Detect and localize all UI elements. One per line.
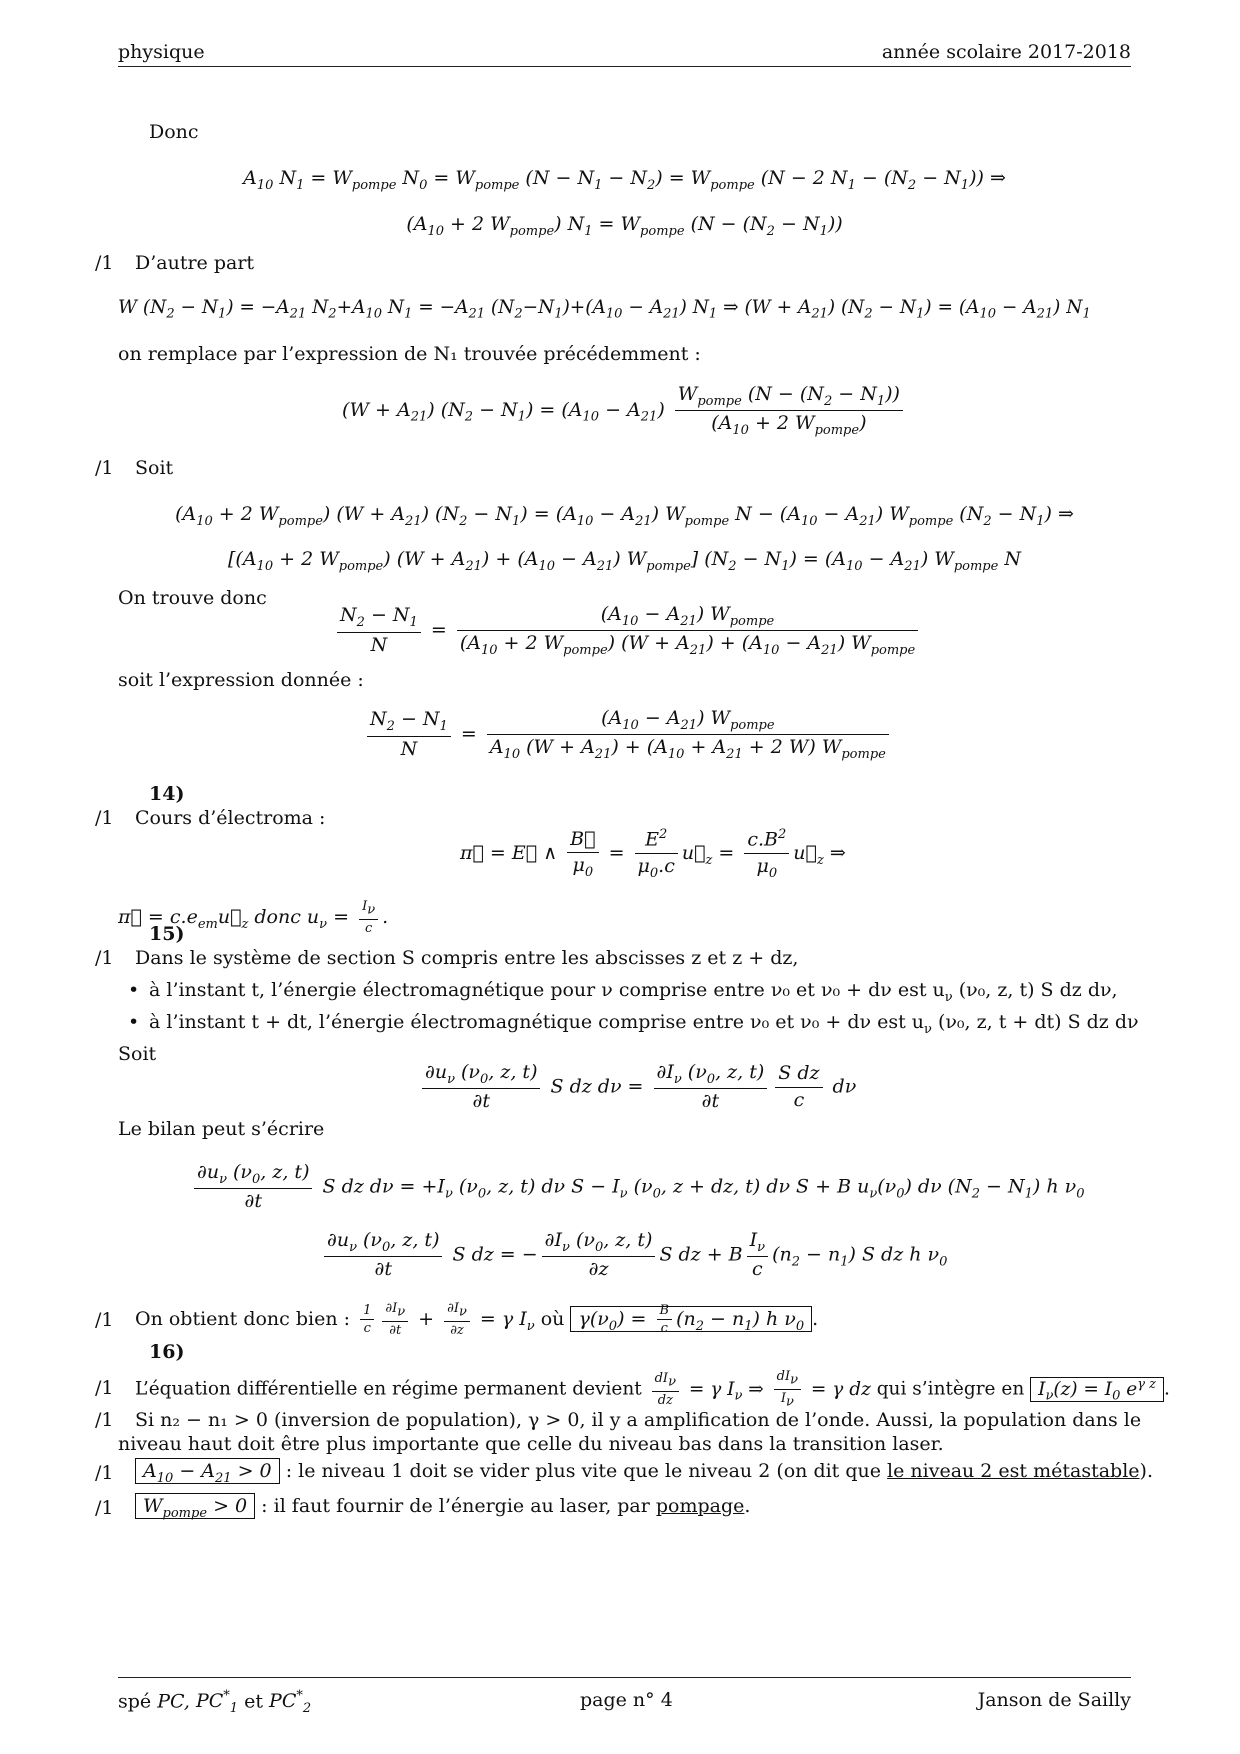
bullet-icon: • bbox=[128, 979, 140, 1001]
bullet-2: à l’instant t + dt, l’énergie électromagnétique comprise entre ν₀ et ν₀ + dν est $u_\nu$ (ν₀, z, t + dt) S dz dν bbox=[149, 1011, 1139, 1037]
header-left: physique bbox=[118, 41, 205, 63]
footer-pc2-label: PC bbox=[269, 1690, 297, 1713]
grade-mark: /1 bbox=[95, 1309, 114, 1331]
obtient-text: On obtient donc bien : bbox=[135, 1307, 351, 1330]
grade-mark: /1 bbox=[95, 807, 114, 829]
grade-mark: /1 bbox=[95, 1497, 114, 1519]
footer-left bbox=[118, 1688, 311, 1718]
grade-mark: /1 bbox=[95, 1409, 114, 1431]
footer-page: page n° 4 bbox=[580, 1689, 673, 1711]
footer-pc1: $PC^*_1$ bbox=[195, 1689, 239, 1717]
equation-4: $(W + A_{21})$ $(N_2 - N_1) = (A_{10} - A_{21})$ $\frac{W_{pompe} (N - (N_2 - N_1))}{(A_{10} + 2 W_{pompe})}$ bbox=[118, 382, 1131, 440]
equation-10: $\frac{\partial u_\nu (\nu_0, z, t)}{\partial t}$ S dz dν = $\frac{\partial I_\nu (\nu_0, z, t)}{\partial t}$ $\frac{\text{S dz}}{c}$ dν bbox=[418, 1060, 856, 1115]
niveau-metastable: le niveau 2 est métastable bbox=[887, 1460, 1140, 1482]
systeme-text: Dans le système de section S compris entre les abscisses z et z + dz, bbox=[135, 947, 799, 969]
donc-label: Donc bbox=[149, 121, 199, 143]
equation-1: $A_{10}$ $N_1 = W_{pompe}$ $N_0 = W_{pompe}$ $(N - N_1 - N_2) = W_{pompe}$ (N − 2 $N_1 - (N_2 - N_1)$) ⇒ bbox=[243, 167, 1006, 193]
equation-2: ($A_{10} + 2$ $W_{pompe}$) $N_1 = W_{pompe}$ $(N - (N_2 - N_1))$ bbox=[406, 213, 843, 239]
soit-expr-text: soit l’expression donnée : bbox=[118, 669, 364, 691]
eq-diff-text: L’équation différentielle en régime permanent devient bbox=[135, 1378, 642, 1400]
bilan-text: Le bilan peut s’écrire bbox=[118, 1118, 325, 1140]
equation-9: π⃗ = E⃗ ∧ $\frac{B⃗}{\mu_0}$ = $\frac{E^2}{\mu_0.c}$ $u⃗_z$ = $\frac{c.B^2}{\mu_0}$ $u⃗_z$ ⇒ bbox=[460, 827, 846, 881]
question-15: 15) bbox=[149, 923, 185, 945]
remplace-text: on remplace par l’expression de N₁ trouvée précédemment : bbox=[118, 343, 701, 365]
equation-7: $\frac{N_2 - N_1}{N}$ = $\frac{(A_{10} - A_{21}) W_{pompe}}{(A_{10} + 2 W_{pompe}) (W + A_{21}) + (A_{10} - A_{21}) W_{pompe}}$ bbox=[333, 602, 922, 660]
cours-label: Cours d’électroma : bbox=[135, 807, 326, 829]
pi-line-text: π⃗ = $c.e_{em}u⃗_z$ donc $u_\nu$ = bbox=[118, 905, 356, 932]
gamma-box: $\gamma(\nu_0)$ = $\frac{B}{c}$ $(n_2 - n_1)$ h $\nu_0$ bbox=[570, 1306, 812, 1332]
footer-and: et bbox=[244, 1690, 263, 1713]
footer-pc1-label: PC bbox=[195, 1690, 224, 1713]
header-rule bbox=[118, 66, 1131, 67]
question-14: 14) bbox=[149, 783, 185, 805]
pi-line: π⃗ = $c.e_{em}u⃗_z$ donc $u_\nu$ = $\frac{I_\nu}{c}$ . bbox=[118, 899, 389, 937]
footer-pc: PC, bbox=[157, 1690, 190, 1713]
footer-right: Janson de Sailly bbox=[977, 1689, 1131, 1711]
soit2-label: Soit bbox=[118, 1043, 157, 1065]
header-right: année scolaire 2017-2018 bbox=[881, 41, 1131, 63]
on-trouve-label: On trouve donc bbox=[118, 587, 267, 609]
soit-label: Soit bbox=[135, 457, 174, 479]
bullet-icon: • bbox=[128, 1011, 140, 1033]
question-16: 16) bbox=[149, 1341, 185, 1363]
pompe-post: . bbox=[744, 1495, 751, 1517]
equation-12: $\frac{\partial u_\nu (\nu_0, z, t)}{\partial t}$ S dz = − $\frac{\partial I_\nu (\nu_0, z, t)}{\partial z}$ S dz + B $\frac{I_\nu}{c}$ $(n_2 - n_1)$ S dz h $\nu_0$ bbox=[320, 1228, 947, 1283]
ou-text: où bbox=[540, 1307, 565, 1330]
wpompe-box: $W_{pompe} > 0$ bbox=[135, 1493, 255, 1519]
bullet-1: à l’instant t, l’énergie électromagnétique pour ν comprise entre ν₀ et ν₀ + dν est $u_\nu$ (ν₀, z, t) S dz dν, bbox=[149, 979, 1118, 1005]
inversion-line-1: Si n₂ − n₁ > 0 (inversion de population), γ > 0, il y a amplification de l’onde. Aussi, la population dans le bbox=[135, 1409, 1142, 1431]
solution-box: $I_\nu(z) = I_0$ $e^{\gamma z}$ bbox=[1030, 1377, 1164, 1402]
eq-diff-line: L’équation différentielle en régime permanent devient $\frac{dI_\nu}{dz}$ = γ $I_\nu$ ⇒ $\frac{dI_\nu}{I_\nu}$ = γ dz qui s’intègre en $I_\nu(z) = I_0$ $e^{\gamma z}$ . bbox=[135, 1369, 1170, 1410]
pompe-pre: : il faut fournir de l’énergie au laser, par bbox=[261, 1495, 656, 1517]
equation-6: [($A_{10} + 2$ $W_{pompe}$) $(W + A_{21}) + (A_{10} - A_{21})$ $W_{pompe}$] $(N_2 - N_1) = (A_{10} - A_{21})$ $W_{pompe}$ N bbox=[228, 548, 1021, 574]
equation-3: W $(N_2 - N_1) = -A_{21}$ $N_2+A_{10}$ $N_1 = -A_{21}$ $(N_2-N_1)+(A_{10} - A_{21})$ $N_1$ ⇒ $(W + A_{21})$ $(N_2 - N_1) = (A_{10} - A_{21})$ $N_1$ bbox=[118, 297, 1091, 322]
obtient-line: On obtient donc bien : $\frac{1}{c}$ $\frac{\partial I_\nu}{\partial t}$ + $\frac{\partial I_\nu}{\partial z}$ = γ $I_\nu$ où $\gamma(\nu_0)$ = $\frac{B}{c}$ $(n_2 - n_1)$ h $\nu_0$ . bbox=[135, 1301, 819, 1339]
equation-8: $\frac{N_2 - N_1}{N}$ = $\frac{(A_{10} - A_{21}) W_{pompe}}{A_{10} (W + A_{21}) + (A_{10} + A_{21} + 2 W) W_{pompe}}$ bbox=[363, 706, 893, 764]
footer-spe: spé bbox=[118, 1690, 152, 1713]
integre-text: qui s’intègre en bbox=[876, 1378, 1025, 1400]
grade-mark: /1 bbox=[95, 252, 114, 274]
a10-a21-box: $A_{10} - A_{21} > 0$ bbox=[135, 1458, 280, 1484]
footer-rule bbox=[118, 1677, 1131, 1678]
autre-part-label: D’autre part bbox=[135, 252, 255, 274]
grade-mark: /1 bbox=[95, 1377, 114, 1399]
grade-mark: /1 bbox=[95, 947, 114, 969]
niveau-line bbox=[135, 1459, 1153, 1487]
pompe-line bbox=[135, 1494, 750, 1522]
equation-11: $\frac{\partial u_\nu (\nu_0, z, t)}{\partial t}$ S dz $d\nu = +I_\nu$ ($\nu_0$, z, t) dν $S - I_\nu$ ($\nu_0$, z + dz, t) dν S + B $u_\nu(\nu_0)$ dν $(N_2 - N_1)$ h $\nu_0$ bbox=[190, 1160, 1084, 1215]
pompage-word: pompage bbox=[655, 1495, 745, 1517]
footer-pc2: $PC^*_2$ bbox=[269, 1689, 312, 1717]
grade-mark: /1 bbox=[95, 457, 114, 479]
grade-mark: /1 bbox=[95, 1462, 114, 1484]
inversion-line-2: niveau haut doit être plus importante que celle du niveau bas dans la transition laser. bbox=[118, 1433, 944, 1455]
niveau-post: ). bbox=[1139, 1460, 1153, 1482]
equation-5: ($A_{10} + 2$ $W_{pompe}$) $(W + A_{21})$ $(N_2 - N_1) = (A_{10} - A_{21})$ $W_{pompe}$ $N - (A_{10} - A_{21})$ $W_{pompe}$ $(N_2 - N_1)$ ⇒ bbox=[175, 503, 1074, 529]
niveau-pre: : le niveau 1 doit se vider plus vite que le niveau 2 (on dit que bbox=[285, 1460, 888, 1482]
